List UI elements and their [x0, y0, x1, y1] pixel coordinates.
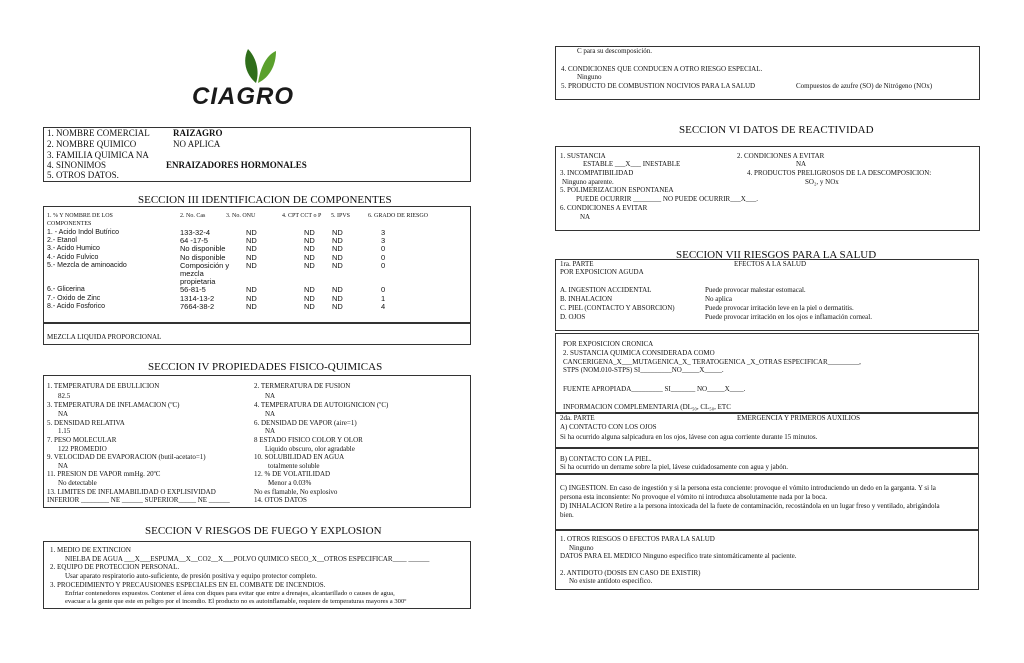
table-cell: ND [332, 293, 343, 303]
text-line: 3. INCOMPATIBILIDAD [560, 169, 634, 177]
text-line: 11. PRESION DE VAPOR mmHg. 20ºC [47, 470, 161, 478]
table-cell: 0 [381, 260, 386, 270]
text-line: Ninguno [577, 73, 602, 81]
mixture-note: MEZCLA LIQUIDA PROPORCIONAL [47, 333, 162, 341]
id-value: ENRAIZADORES HORMONALES [166, 160, 307, 170]
text-line: 8 ESTADO FISICO COLOR Y OLOR [254, 436, 363, 444]
text-line: C para su descomposición. [577, 47, 653, 55]
table-cell: No disponible [180, 244, 226, 254]
text-line: 122 PROMEDIO [58, 445, 107, 453]
leaf-logo-icon [238, 45, 278, 87]
text-line: 1. OTROS RIESGOS O EFECTOS PARA LA SALUD [560, 535, 715, 543]
text-line: Liquido obscuro, olor agradable [265, 445, 355, 453]
table-cell: ND [246, 236, 257, 246]
text-line: NA [796, 160, 807, 168]
text-line: 14. OTOS DATOS [254, 496, 307, 504]
text-line: persona esta inconsiente: No provoque el vómito ni introduzca absolutamente nada por la boca. [560, 493, 828, 501]
id-label: 4. SINONIMOS [47, 160, 107, 170]
text-line: A. INGESTION ACCIDENTAL [560, 286, 652, 294]
table-cell: 2.- Etanol [47, 237, 77, 245]
text-line: 13. LIMITES DE INFLAMABILIDAD O EXPLISIVIDAD [47, 488, 216, 496]
text-line: PUEDE OCURRIR ________ NO PUEDE OCURRIR___X___. [576, 195, 759, 203]
table-cell: 3 [381, 236, 386, 246]
text-line: NIELBA DE AGUA ___X___ESPUMA__X__CO2__X___POLVO QUIMICO SECO_X__OTROS ESPECIFICAR____ ______ [65, 555, 430, 563]
text-line: 5. DENSIDAD RELATIVA [47, 419, 125, 427]
id-label: 5. OTROS DATOS. [47, 170, 119, 180]
id-value: RAIZAGRO [173, 128, 223, 138]
text-line: NA [58, 462, 69, 470]
text-line: 1. MEDIO DE EXTINCION [50, 546, 131, 554]
table-cell: Composición y [180, 260, 230, 270]
text-line: B. INHALACION [560, 295, 613, 303]
table-cell: 3 [381, 228, 386, 237]
table-cell: 6.- Glicerina [47, 286, 85, 294]
text-line: CANCERIGENA_X___MUTAGENICA_X_ TERATOGENICA _X_OTRAS ESPECIFICAR_________, [563, 358, 861, 366]
text-line: Ninguno aparente. [562, 178, 614, 186]
text-line: NA [58, 410, 69, 418]
table-cell: 56-81-5 [180, 285, 206, 295]
text-line: POR EXPOSICION CRONICA [563, 340, 654, 348]
table-cell: ND [246, 228, 257, 237]
text-line: 2. TERMERATURA DE FUSION [254, 382, 351, 390]
text-line: Si ha ocurrido alguna salpicadura en los ojos, lávese con agua corriente durante 15 minutos. [560, 433, 818, 441]
text-line: 2. SUSTANCIA QUIMICA CONSIDERADA COMO [563, 349, 715, 357]
text-line: NA [265, 410, 276, 418]
text-line: B) CONTACTO CON LA PIEL. [560, 455, 652, 463]
text-line: No detectable [58, 479, 97, 487]
id-label: 1. NOMBRE COMERCIAL [47, 128, 150, 138]
table-cell: 0 [381, 252, 386, 262]
table-cell: 5.- Mezcla de aminoacido [47, 261, 127, 269]
table-cell: 4 [381, 301, 386, 311]
text-line: 3. TEMPERATURA DE INFLAMACION (ºC) [47, 401, 180, 409]
text-line: Si ha ocurrido un derrame sobre la piel, lávese cuidadosamente con agua y jabón. [560, 463, 789, 471]
table-cell: 7664-38-2 [180, 301, 215, 311]
text-line: Puede provocar irritación leve en la piel o dermatitis. [705, 304, 854, 312]
table-cell: 64 -17-5 [180, 236, 208, 246]
table-cell: 0 [381, 285, 386, 295]
id-value: NO APLICA [173, 139, 221, 149]
brand-logo: CIAGRO [192, 83, 294, 110]
text-line: 10. SOLUBILIDAD EN AGUA [254, 453, 345, 461]
section-title: SECCION V RIESGOS DE FUEGO Y EXPLOSION [145, 525, 382, 537]
id-label: 2. NOMBRE QUIMICO [47, 139, 137, 149]
text-line: Enfriar contenedores expuestos. Contener el área con diques para evitar que entre a drenajes, alcantarillado o causes de agua, [65, 590, 395, 597]
text-line: Puede provocar irritación en los ojos e inflamación corneal. [705, 313, 872, 321]
table-cell: ND [332, 244, 343, 254]
table-cell: 133-32-4 [180, 228, 211, 237]
text-line: ESTABLE ___X___ INESTABLE [583, 160, 681, 168]
text-line: 4. TEMPERATURA DE AUTOIGNICION (ºC) [254, 401, 389, 409]
text-line: 9. VELOCIDAD DE EVAPORACION (butil-acetato=1) [47, 453, 206, 461]
table-cell: ND [246, 301, 257, 311]
text-line: 5. PRODUCTO DE COMBUSTION NOCIVIOS PARA LA SALUD [561, 82, 756, 90]
table-header: 3. No. ONU [226, 213, 256, 219]
text-line: 5. POLIMERIZACION ESPONTANEA [560, 186, 674, 194]
text-line: 2. EQUIPO DE PROTECCION PERSONAL. [50, 563, 180, 571]
table-cell: ND [304, 244, 315, 254]
table-cell: ND [246, 252, 257, 262]
table-cell: ND [304, 236, 315, 246]
table-header: COMPONENTES [47, 221, 92, 227]
table-cell: ND [304, 252, 315, 262]
table-cell: ND [246, 293, 257, 303]
text-line: 12. % DE VOLATILIDAD [254, 470, 331, 478]
table-cell: ND [304, 260, 315, 270]
table-cell: 0 [381, 244, 386, 254]
table-header: 5. IPVS [331, 213, 351, 219]
text-line: NA [580, 213, 591, 221]
text-line: 1. SUSTANCIA [560, 152, 606, 160]
section-title: SECCION VII RIESGOS PARA LA SALUD [676, 249, 877, 261]
table-cell: No disponible [180, 252, 226, 262]
table-cell: ND [246, 244, 257, 254]
text-line: POR EXPOSICION AGUDA [560, 268, 644, 276]
text-line: totalmente soluble [268, 462, 320, 470]
table-cell: 3.- Acido Humico [47, 245, 100, 253]
text-line: Ninguno [569, 544, 594, 552]
text-line: NA [265, 392, 276, 400]
text-line: INFERIOR ________ NE ______ SUPERIOR_____ NE ______ [47, 496, 230, 504]
part-heading: EMERGENCIA Y PRIMEROS AUXILIOS [737, 414, 860, 422]
table-cell: 1314-13-2 [180, 293, 215, 303]
text-line: SO₂, y NOx [805, 178, 839, 186]
table-cell: ND [332, 228, 343, 237]
table-cell: 1. - Acido Indol Butírico [47, 229, 119, 236]
text-line: 1.15 [58, 427, 71, 435]
section-title: SECCION IV PROPIEDADES FISICO-QUIMICAS [148, 361, 383, 373]
table-cell: ND [332, 301, 343, 311]
text-line: 2. CONDICIONES A EVITAR [737, 152, 825, 160]
text-line: D) INHALACION Retire a la persona intoxicada del la fuete de contaminación, recostándola en un lugar freso y ventilado, abrigándola [560, 502, 940, 510]
text-line: 6. DENSIDAD DE VAPOR (aire=1) [254, 419, 357, 427]
table-header: 4. CPT CCT o P [282, 213, 322, 219]
text-line: 7. PESO MOLECULAR [47, 436, 117, 444]
text-line: 4. CONDICIONES QUE CONDUCEN A OTRO RIESGO ESPECIAL. [561, 65, 763, 73]
table-cell: ND [332, 252, 343, 262]
text-line: Puede provocar malestar estomacal. [705, 286, 806, 294]
text-line: 82.5 [58, 392, 71, 400]
text-line: Usar aparato respiratorio auto-suficiente, de presión positiva y equipo protector completo. [65, 572, 317, 580]
text-line: evacuar a la gente que este en peligro por el incendio. El producto no es autoinflamable, requiere de temperaturas mayores a 300º [65, 598, 407, 605]
text-line: NA [265, 427, 276, 435]
text-line: C. PIEL (CONTACTO Y ABSORCION) [560, 304, 675, 312]
text-line: No aplica [705, 295, 733, 303]
table-cell: 7.- Oxido de Zinc [47, 294, 101, 302]
text-line: DATOS PARA EL MEDICO Ninguno especifico trate sintomáticamente al paciente. [560, 552, 797, 560]
table-cell: ND [332, 285, 343, 295]
text-line: C) INGESTION. En caso de ingestión y si la persona esta conciente: provoque el vómito introduciendo un dedo en la garganta. Y si la [560, 484, 936, 492]
text-line: 2. ANTIDOTO (DOSIS EN CASO DE EXISTIR) [560, 569, 701, 577]
text-line: No existe antídoto especifico. [569, 577, 653, 585]
table-cell: mezcla [180, 269, 204, 278]
text-line: INFORMACION COMPLEMENTARIA (DL₅₀, CL₅₀, ETC [563, 403, 731, 411]
part-label: 1ra. PARTE [560, 260, 594, 268]
table-header: 2. No. Cas [180, 213, 206, 219]
text-line: STPS (NOM.010-STPS) SI_________NO_____X_____. [563, 366, 724, 374]
table-cell: ND [332, 236, 343, 246]
text-line: Compuestos de azufre (SO) de Nitrógeno (NOx) [796, 82, 933, 90]
table-cell: ND [304, 301, 315, 311]
section-title: SECCION VI DATOS DE REACTIVIDAD [679, 124, 874, 136]
table-cell: ND [332, 260, 343, 270]
text-line: 6. CONDICIONES A EVITAR [560, 204, 648, 212]
table-cell: ND [246, 260, 257, 270]
table-cell: propietaria [180, 277, 216, 287]
text-line: 3. PROCEDIMIENTO Y PRECAUSIONES ESPECIALES EN EL COMBATE DE INCENDIOS. [50, 581, 326, 589]
part-label: 2da. PARTE [560, 414, 595, 422]
text-line: No es flamable, No explosivo [254, 488, 338, 496]
text-line: 4. PRODUCTOS PRELIGROSOS DE LA DESCOMPOSICION: [747, 169, 932, 177]
table-cell: ND [304, 285, 315, 295]
text-line: A) CONTACTO CON LOS OJOS [560, 423, 657, 431]
text-line: D. OJOS [560, 313, 586, 321]
section-title: SECCION III IDENTIFICACION DE COMPONENTES [138, 194, 392, 206]
text-line: bien. [560, 511, 574, 519]
text-line: FUENTE APROPIADA_________ SI_______ NO_____X____. [563, 385, 746, 393]
table-header: 1. % Y NOMBRE DE LOS [47, 213, 113, 219]
table-header: 6. GRADO DE RIESGO [368, 213, 428, 219]
id-label: 3. FAMILIA QUIMICA NA [47, 150, 149, 160]
part-heading: EFECTOS A LA SALUD [734, 260, 807, 268]
table-cell: ND [304, 228, 315, 237]
text-line: 1. TEMPERATURA DE EBULLICION [47, 382, 160, 390]
table-cell: ND [304, 293, 315, 303]
table-cell: 1 [381, 293, 386, 303]
text-line: Menor a 0.03% [268, 479, 312, 487]
table-cell: 4.- Acido Fulvico [47, 253, 99, 261]
table-cell: ND [246, 285, 257, 295]
table-cell: 8.- Acido Fosforico [47, 302, 105, 310]
